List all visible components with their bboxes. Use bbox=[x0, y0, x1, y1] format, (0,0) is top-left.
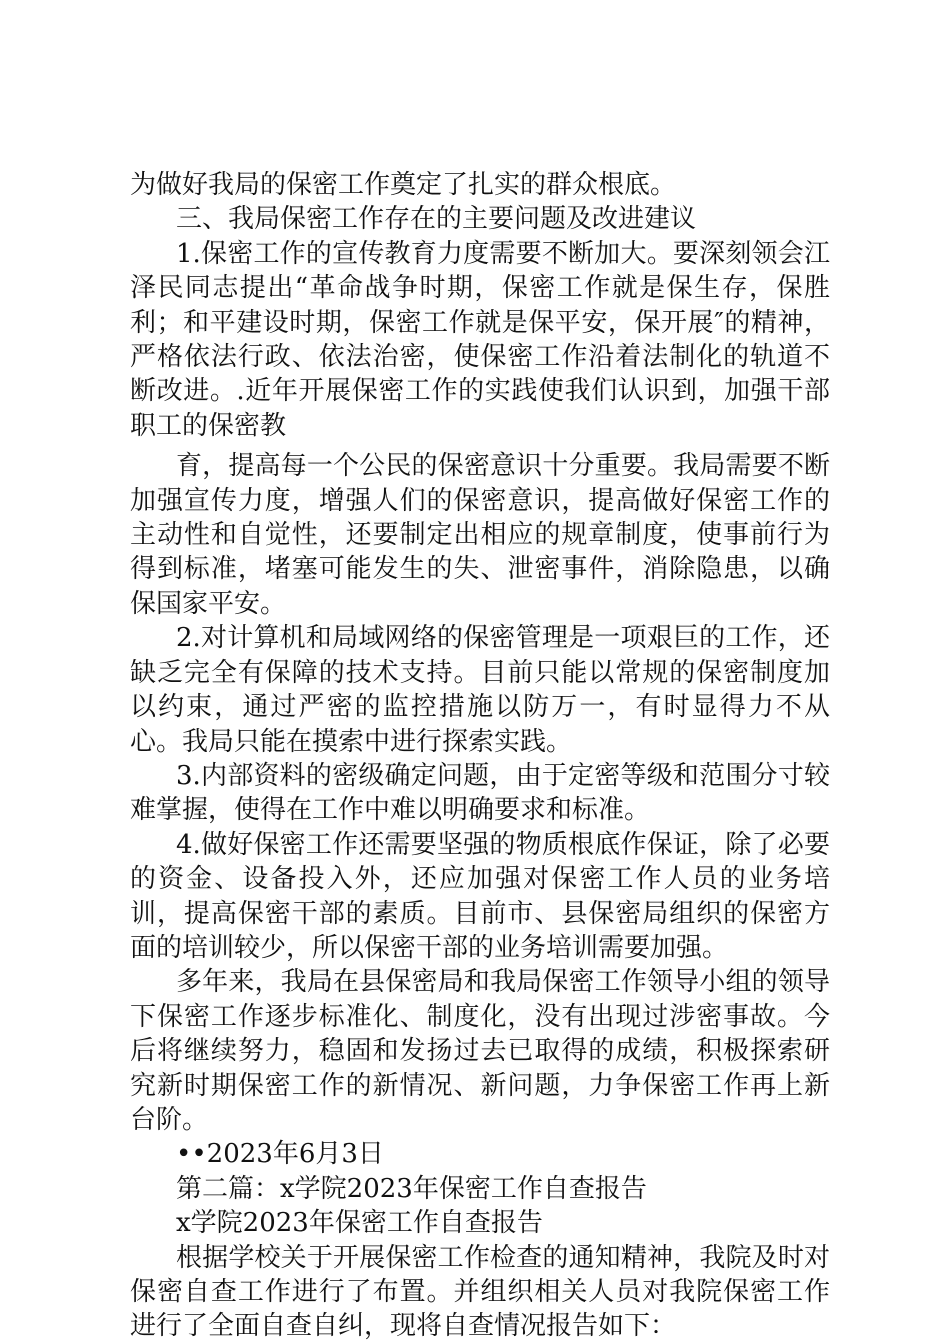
paragraph-item-1: 1.保密工作的宣传教育力度需要不断加大。要深刻领会江泽民同志提出“革命战争时期，保密工作就是保生存，保胜利；和平建设时期，保密工作就是保平安，保开展″的精神，严格依法行政、依法治密，使保密工作沿着法制化的轨道不断改进。.近年开展保密工作的实践使我们认识到，加强干部职工的保密教 bbox=[130, 238, 830, 441]
section-heading-3: 三、我局保密工作存在的主要问题及改进建议 bbox=[176, 204, 697, 235]
paragraph-1: 为做好我局的保密工作奠定了扎实的群众根底。 bbox=[130, 170, 677, 200]
document-date: ••2023年6月3日 bbox=[176, 1139, 384, 1170]
paragraph-item-3: 3.内部资料的密级确定问题，由于定密等级和范围分寸较难掌握，使得在工作中难以明确要求和标准。 bbox=[130, 760, 830, 826]
document-page bbox=[130, 168, 830, 1344]
chapter-title: 第二篇：x学院2023年保密工作自查报告 bbox=[176, 1173, 647, 1204]
paragraph-item-4: 4.做好保密工作还需要坚强的物质根底作保证，除了必要的资金、设备投入外，还应加强对保密工作人员的业务培训，提高保密干部的素质。目前市、县保密局组织的保密方面的培训较少，所以保密干部的业务培训需要加强。 bbox=[130, 829, 830, 963]
report-title: x学院2023年保密工作自查报告 bbox=[176, 1208, 543, 1239]
paragraph-item-2: 2.对计算机和局域网络的保密管理是一项艰巨的工作，还缺乏完全有保障的技术支持。目前只能以常规的保密制度加以约束，通过严密的监控措施以防万一，有时显得力不从心。我局只能在摸索中进行探索实践。 bbox=[130, 623, 830, 757]
paragraph-report-intro: 根据学校关于开展保密工作检查的通知精神，我院及时对保密自查工作进行了布置。并组织相关人员对我院保密工作进行了全面自查自纠，现将自查情况报告如下： bbox=[130, 1242, 830, 1342]
paragraph-conclusion: 多年来，我局在县保密局和我局保密工作领导小组的领导下保密工作逐步标准化、制度化，没有出现过涉密事故。今后将继续努力，稳固和发扬过去已取得的成绩，积极探索研究新时期保密工作的新情况、新问题，力争保密工作再上新台阶。 bbox=[130, 967, 830, 1135]
paragraph-item-1-continued: 育，提高每一个公民的保密意识十分重要。我局需要不断加强宣传力度，增强人们的保密意识，提高做好保密工作的主动性和自觉性，还要制定出相应的规章制度，使事前行为得到标准，堵塞可能发生的失、泄密事件，消除隐患，以确保国家平安。 bbox=[130, 451, 830, 619]
